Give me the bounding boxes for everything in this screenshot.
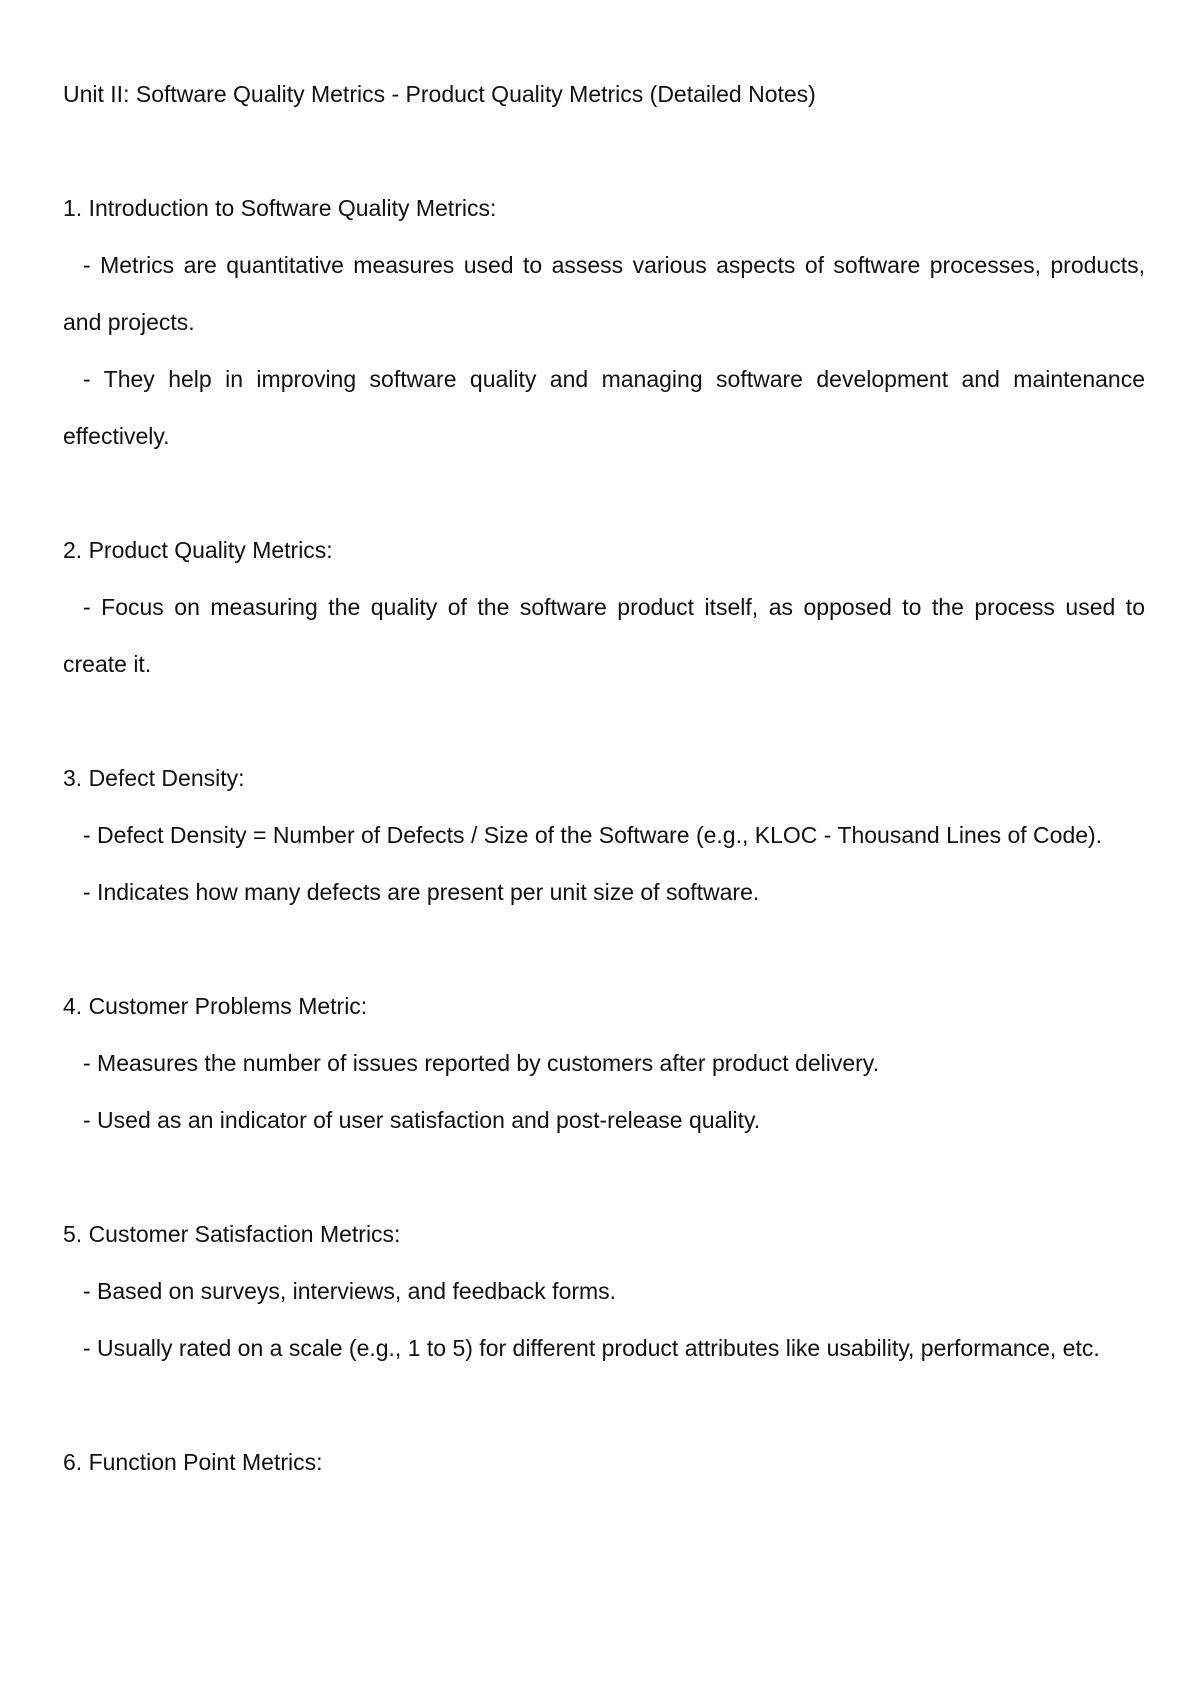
section-heading: 1. Introduction to Software Quality Metrics: [63,195,497,221]
bullet-text: - Metrics are quantitative measures used to assess various aspects of software processes, products, and projects. [63,252,1145,335]
section-defect-density [63,750,1145,921]
section-product-quality-metrics [63,522,1145,693]
section-heading: 4. Customer Problems Metric: [63,993,368,1019]
section-introduction [63,180,1145,465]
document-title: Unit II: Software Quality Metrics - Product Quality Metrics (Detailed Notes) [63,81,816,107]
bullet-text: - They help in improving software quality and managing software development and maintenance effectively. [63,366,1145,449]
section-heading: 3. Defect Density: [63,765,245,791]
bullet-text: - Defect Density = Number of Defects / Size of the Software (e.g., KLOC - Thousand Lines of Code). [83,822,1103,848]
bullet-text: - Measures the number of issues reported by customers after product delivery. [83,1050,879,1076]
section-heading: 5. Customer Satisfaction Metrics: [63,1221,401,1247]
section-customer-satisfaction-metrics [63,1206,1145,1377]
bullet-text: - Usually rated on a scale (e.g., 1 to 5) for different product attributes like usability, performance, etc. [83,1335,1100,1361]
section-heading: 6. Function Point Metrics: [63,1449,323,1475]
bullet-text: - Focus on measuring the quality of the software product itself, as opposed to the process used to create it. [63,594,1145,677]
section-customer-problems-metric [63,978,1145,1149]
bullet-text: - Based on surveys, interviews, and feedback forms. [83,1278,617,1304]
bullet-text: - Used as an indicator of user satisfaction and post-release quality. [83,1107,761,1133]
section-function-point-metrics [63,1434,1145,1491]
bullet-text: - Indicates how many defects are present per unit size of software. [83,879,760,905]
document-body [63,66,1145,1548]
section-heading: 2. Product Quality Metrics: [63,537,333,563]
